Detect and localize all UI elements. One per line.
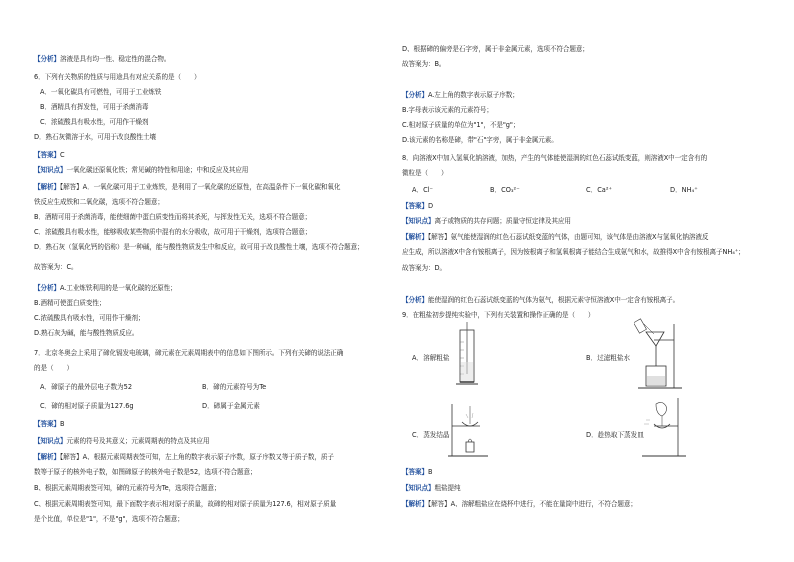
section-tag: 【分析】: [402, 91, 428, 99]
left-line: [34, 183, 340, 192]
section-tag: 【解析】: [34, 453, 60, 461]
left-line: [34, 166, 248, 175]
line-text: A.工业炼铁利用的是一氧化碳的还原性；: [59, 284, 177, 292]
q7-option: D．碲属于金属元素: [202, 402, 260, 410]
section-tag: 【答案】: [402, 468, 428, 476]
line-text: D．熟石灰微溶于水，可用于改良酸性土壤: [34, 133, 156, 141]
line-text: C.浓硫酸具有吸水性，可用作干燥剂；: [34, 314, 145, 322]
section-tag: 【知识点】: [402, 484, 435, 492]
line-text: 8．向溶液X中加入氢氧化钠溶液，加热，产生的气体能使湿润的红色石蕊试纸变蓝，则溶液X中一定含有的: [402, 154, 708, 162]
line-text: 微粒是（ ）: [402, 169, 448, 177]
line-text: C、根据元素周期表签可知，最下面数字表示相对原子质量，故碲的相对原子质量为127.6，相对原子质量: [34, 500, 337, 508]
line-text: D.该元素的名称是碲，带"石"字旁，属于非金属元素。: [402, 136, 558, 144]
right-line: [402, 45, 589, 54]
q8-option: B．CO₃²⁻: [490, 186, 520, 194]
q8-option: C．Ca²⁺: [586, 186, 612, 194]
section-tag: 【答案】: [34, 151, 60, 159]
line-text: B、根据元素周期表签可知，碲的元素符号为Te，选项符合题意；: [34, 484, 221, 492]
figure-a-dissolve-icon: [450, 322, 490, 386]
line-text: C: [59, 151, 65, 159]
figure-c-evaporate-icon: [444, 400, 492, 458]
right-line: [402, 169, 447, 178]
left-line: [34, 284, 177, 293]
left-line: [34, 263, 77, 272]
line-text: B.酒精可使蛋白质变性；: [34, 299, 106, 307]
left-line: [34, 437, 209, 446]
figure-c-caption: C．蒸发结晶: [412, 431, 450, 439]
line-text: 一氧化碳还原氧化铁；常见碱的特性和用途；中和反应及其应用: [66, 166, 249, 174]
left-line: [34, 314, 144, 323]
right-line: [402, 91, 519, 100]
section-tag: 【答案】: [402, 202, 428, 210]
left-line: [34, 349, 343, 358]
figure-b-caption: B．过滤粗盐水: [586, 354, 631, 362]
line-text: D: [427, 202, 433, 210]
line-text: 故答案为：C。: [34, 263, 78, 271]
left-line: [34, 420, 64, 429]
line-text: 离子或物质的共存问题；质量守恒定律及其应用: [434, 217, 571, 225]
line-text: B: [427, 468, 433, 476]
section-tag: 【分析】: [34, 55, 60, 63]
line-text: C.相对原子质量的单位为"1"，不是"g"；: [402, 121, 520, 129]
line-text: B.字母表示该元素的元素符号；: [402, 106, 493, 114]
q8-option: A．Cl⁻: [412, 186, 434, 194]
line-text: 应生成，所以溶液X中含有铵根离子，因为铵根离子和氢氧根离子能结合生成氨气和水，故推得X中含有铵根离子NH₄⁺；: [402, 248, 745, 256]
figure-b-filter-icon: [634, 318, 686, 390]
line-text: C．浓硫酸具有吸水性，能够吸收某些物质中混有的水分吸收，故可用于干燥剂，选项符合题意；: [34, 228, 312, 236]
line-text: 是个比值，单位是"1"，不是"g"，选项不符合题意；: [34, 515, 184, 523]
left-line: [34, 228, 311, 237]
left-line: [34, 243, 364, 252]
left-line: [34, 329, 138, 338]
right-line: [402, 500, 637, 509]
right-line: [402, 202, 433, 211]
line-text: 溶液是具有均一性、稳定性的混合物。: [59, 55, 171, 63]
section-tag: 【分析】: [34, 284, 60, 292]
q7-option: B．碲的元素符号为Te: [202, 383, 267, 391]
line-text: 故答案为：D。: [402, 264, 446, 272]
left-line: [34, 299, 105, 308]
right-line: [402, 136, 558, 145]
left-line: [34, 118, 148, 127]
right-line: [402, 484, 460, 493]
right-line: [402, 311, 594, 320]
left-line: [34, 73, 200, 82]
figure-d-caption: D．趁热取下蒸发皿: [586, 431, 644, 439]
line-text: B．酒精具有挥发性，可用于杀菌消毒: [40, 103, 149, 111]
right-line: [402, 121, 519, 130]
line-text: 【解答】氨气能使湿润的红色石蕊试纸变蓝的气体，由题可知，该气体是由溶液X与氢氧化钠溶液反: [427, 233, 709, 241]
figure-d-remove-dish-icon: [640, 396, 690, 458]
left-line: [34, 484, 221, 493]
line-text: 能使湿润的红色石蕊试纸变蓝的气体为氨气，根据元素守恒溶液X中一定含有铵根离子。: [427, 296, 680, 304]
section-tag: 【知识点】: [34, 166, 67, 174]
right-line: [402, 296, 679, 305]
left-line: [34, 103, 148, 112]
left-line: [34, 515, 184, 524]
line-text: 7．北京冬奥会上采用了碲化镉发电玻璃，碲元素在元素周期表中的信息如下图所示。下列有关碲的说法正确: [34, 349, 344, 357]
section-tag: 【解析】: [402, 233, 428, 241]
q7-option: C．碲的相对原子质量为127.6g: [40, 402, 134, 410]
line-text: 6．下列有关物质的性质与用途具有对应关系的是（ ）: [34, 73, 201, 81]
line-text: 【解答】A、溶解粗盐应在烧杯中进行，不能在量筒中进行，不符合题意；: [427, 500, 637, 508]
left-line: [34, 198, 164, 207]
right-line: [402, 217, 571, 226]
right-line: [402, 60, 445, 69]
section-tag: 【解析】: [402, 500, 428, 508]
line-text: C．浓硫酸具有吸水性，可用作干燥剂: [40, 118, 149, 126]
q8-option: D．NH₄⁺: [670, 186, 698, 194]
line-text: 数等于原子的核外电子数，如图碲原子的核外电子数是52，选项不符合题意；: [34, 468, 257, 476]
line-text: D.熟石灰为碱，能与酸性物质反应。: [34, 329, 139, 337]
section-tag: 【解析】: [34, 183, 60, 191]
line-text: 故答案为：B。: [402, 60, 446, 68]
line-text: 【解答】A．一氧化碳可用于工业炼铁，是利用了一氧化碳的还原性，在高温条件下一氧化碳和氧化: [59, 183, 341, 191]
section-tag: 【知识点】: [402, 217, 435, 225]
line-text: 9．在粗盐初步提纯实验中，下列有关装置和操作正确的是（ ）: [402, 311, 595, 319]
right-line: [402, 154, 707, 163]
left-line: [34, 364, 73, 373]
section-tag: 【分析】: [402, 296, 428, 304]
left-line: [34, 151, 65, 160]
left-line: [34, 453, 334, 462]
left-line: [34, 500, 336, 509]
line-text: A．一氧化碳具有可燃性，可用于工业炼铁: [40, 88, 162, 96]
line-text: B．酒精可用于杀菌消毒，能使细菌中蛋白质变性而将其杀死，与挥发性无关，选项不符合题意；: [34, 213, 312, 221]
q7-option: A．碲原子的最外层电子数为52: [40, 383, 133, 391]
left-line: [34, 133, 156, 142]
figure-a-caption: A．溶解粗盐: [412, 354, 450, 362]
left-line: [34, 88, 161, 97]
section-tag: 【答案】: [34, 420, 60, 428]
line-text: 粗盐提纯: [434, 484, 461, 492]
line-text: 【解答】A、根据元素周期表签可知，左上角的数字表示原子序数，原子序数又等于质子数，质子: [59, 453, 334, 461]
line-text: 铁反应生成铁和二氧化碳，选项不符合题意；: [34, 198, 164, 206]
left-line: [34, 468, 256, 477]
left-line: [34, 55, 170, 64]
right-line: [402, 106, 493, 115]
right-line: [402, 264, 446, 273]
line-text: B: [59, 420, 65, 428]
line-text: 的是（ ）: [34, 364, 73, 372]
left-line: [34, 213, 311, 222]
line-text: 元素的符号及其意义；元素周期表的特点及其应用: [66, 437, 210, 445]
line-text: D、根据碲的偏旁是石字旁，属于非金属元素，选项不符合题意；: [402, 45, 589, 53]
right-line: [402, 468, 432, 477]
right-line: [402, 233, 708, 242]
line-text: D．熟石灰（氢氧化钙的俗称）是一种碱，能与酸性物质发生中和反应，故可用于改良酸性土壤，选项不符合题意；: [34, 243, 364, 251]
right-line: [402, 248, 745, 257]
section-tag: 【知识点】: [34, 437, 67, 445]
line-text: A.左上角的数字表示原子序数；: [427, 91, 519, 99]
